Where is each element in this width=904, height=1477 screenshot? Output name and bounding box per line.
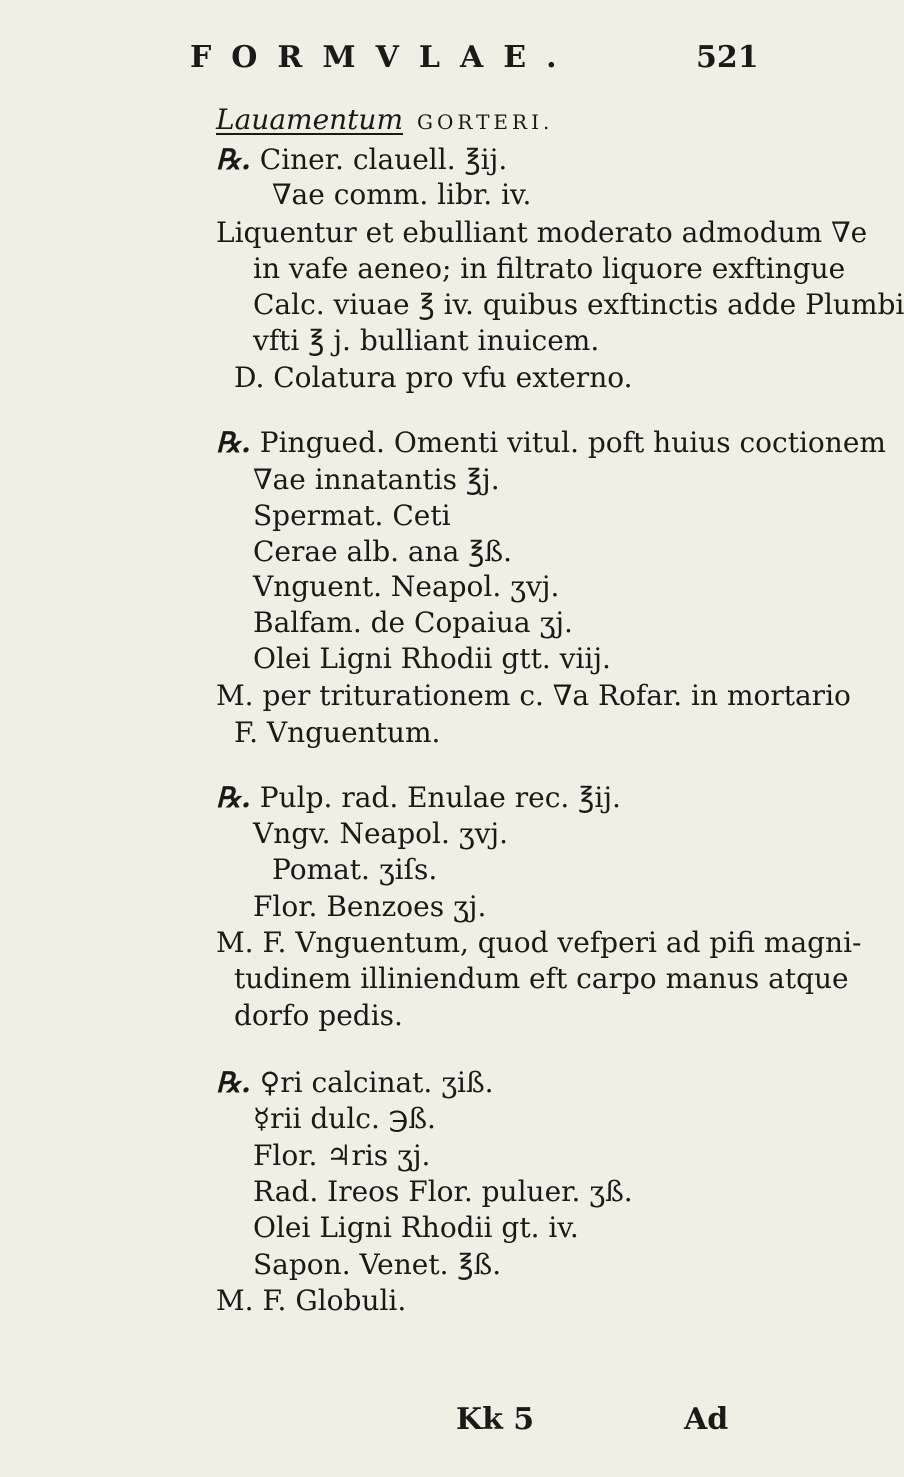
- page-number: 521: [696, 40, 759, 75]
- text-line: D. Colatura pro vfu externo.: [234, 361, 633, 394]
- text-line: ∇ae comm. libr. iv.: [272, 178, 532, 211]
- text-line: tudinem illiniendum eft carpo manus atque: [234, 962, 849, 995]
- text-line: F. Vnguentum.: [234, 716, 441, 749]
- text-line: Flor. Benzoes ʒj.: [253, 890, 487, 923]
- text-line: Flor. ♃ris ʒj.: [253, 1139, 431, 1172]
- line-text: Pulp. rad. Enulae rec. ℥ij.: [259, 781, 621, 814]
- text-line: dorfo pedis.: [234, 999, 403, 1032]
- text-line: Olei Ligni Rhodii gt. iv.: [253, 1211, 579, 1244]
- text-line: Spermat. Ceti: [253, 499, 451, 532]
- text-line: Rad. Ireos Flor. puluer. ʒß.: [253, 1175, 633, 1208]
- text-line: in vafe aeneo; in filtrato liquore exftingue: [253, 252, 846, 285]
- text-line: Vnguent. Neapol. ʒvj.: [253, 570, 560, 603]
- text-line: ☿rii dulc. ℈ß.: [253, 1102, 436, 1135]
- running-title: FORMVLAE.: [190, 40, 577, 75]
- recipe-title-italic: Lauamentum: [216, 103, 404, 136]
- recipe-title: [216, 103, 553, 136]
- line-text: Pingued. Omenti vitul. poft huius coctionem: [259, 426, 886, 459]
- text-line: M. F. Vnguentum, quod vefperi ad pifi magni-: [216, 926, 862, 959]
- recipe-symbol: ℞.: [216, 781, 251, 814]
- text-line: [216, 426, 886, 459]
- text-line: ∇ae innatantis ℥j.: [253, 463, 500, 496]
- signature-mark: Kk 5: [456, 1402, 535, 1437]
- text-line: Calc. viuae ℥ iv. quibus exftinctis adde Plumbi: [253, 288, 904, 321]
- text-line: Liquentur et ebulliant moderato admodum ∇e: [216, 216, 868, 249]
- text-line: M. per triturationem c. ∇a Rofar. in mortario: [216, 679, 851, 712]
- text-line: [216, 143, 507, 176]
- recipe-title-caps: GORTERI.: [417, 110, 554, 134]
- recipe-symbol: ℞.: [216, 426, 251, 459]
- text-line: Sapon. Venet. ℥ß.: [253, 1248, 502, 1281]
- text-line: M. F. Globuli.: [216, 1284, 407, 1317]
- text-line: Cerae alb. ana ℥ß.: [253, 535, 513, 568]
- text-line: Vngv. Neapol. ʒvj.: [253, 817, 508, 850]
- text-line: Balfam. de Copaiua ʒj.: [253, 606, 573, 639]
- line-text: Ciner. clauell. ℥ij.: [259, 143, 508, 176]
- text-line: Olei Ligni Rhodii gtt. viij.: [253, 642, 611, 675]
- text-line: [216, 781, 621, 814]
- recipe-symbol: ℞.: [216, 1066, 251, 1099]
- text-line: vfti ℥ j. bulliant inuicem.: [253, 324, 600, 357]
- line-text: ♀ri calcinat. ʒiß.: [259, 1066, 494, 1099]
- recipe-symbol: ℞.: [216, 143, 251, 176]
- text-line: [216, 1066, 494, 1099]
- text-line: Pomat. ʒiſs.: [272, 853, 438, 886]
- catchword: Ad: [684, 1402, 729, 1437]
